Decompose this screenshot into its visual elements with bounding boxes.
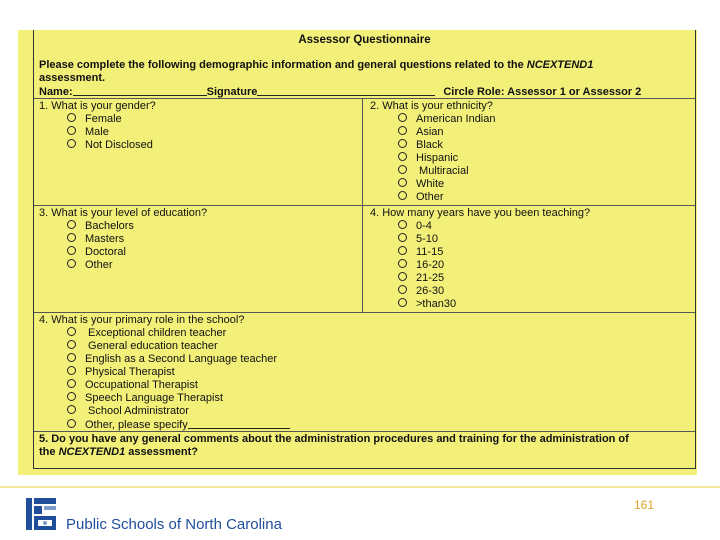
radio-icon[interactable]	[67, 419, 76, 428]
form-title: Assessor Questionnaire	[298, 34, 431, 46]
divider	[34, 431, 695, 432]
radio-icon[interactable]	[398, 126, 407, 135]
q2-option[interactable]: White	[398, 178, 444, 191]
q4-option[interactable]: >than30	[398, 298, 456, 311]
q3-option[interactable]: Other	[67, 259, 113, 272]
radio-icon[interactable]	[67, 126, 76, 135]
q1-option-female[interactable]: Female	[67, 113, 122, 126]
q5-emphasis: NCEXTEND1	[58, 446, 126, 458]
q4-option[interactable]: 16-20	[398, 259, 444, 272]
q5-label: 5. Do you have any general comments about the administration procedures and training for the administration of	[39, 433, 629, 445]
q4-option[interactable]: 5-10	[398, 233, 438, 246]
radio-icon[interactable]	[398, 272, 407, 281]
radio-icon[interactable]	[398, 259, 407, 268]
radio-icon[interactable]	[67, 392, 76, 401]
other-specify-field[interactable]	[188, 418, 290, 429]
q3-option[interactable]: Masters	[67, 233, 124, 246]
radio-icon[interactable]	[67, 220, 76, 229]
radio-icon[interactable]	[398, 285, 407, 294]
q4b-label: 4. What is your primary role in the school?	[39, 314, 245, 326]
ncdpi-logo-icon	[24, 496, 58, 532]
q4-option[interactable]: 21-25	[398, 272, 444, 285]
q4-label: 4. How many years have you been teaching?	[370, 207, 591, 219]
q2-option[interactable]: Black	[398, 139, 443, 152]
circle-role: Circle Role: Assessor 1 or Assessor 2	[443, 86, 642, 98]
divider	[34, 205, 695, 206]
radio-icon[interactable]	[67, 327, 76, 336]
radio-icon[interactable]	[398, 165, 407, 174]
intro-emphasis: NCEXTEND1	[526, 59, 594, 71]
q4b-option-other[interactable]: Other, please specify	[67, 418, 290, 432]
radio-icon[interactable]	[67, 259, 76, 268]
q4b-option[interactable]: Speech Language Therapist	[67, 392, 223, 405]
radio-icon[interactable]	[67, 353, 76, 362]
q4b-option[interactable]: General education teacher	[67, 340, 218, 353]
organization-name: Public Schools of North Carolina	[66, 516, 282, 533]
q2-option[interactable]: American Indian	[398, 113, 496, 126]
q4-option[interactable]: 26-30	[398, 285, 444, 298]
radio-icon[interactable]	[67, 366, 76, 375]
radio-icon[interactable]	[398, 191, 407, 200]
q4-option[interactable]: 11-15	[398, 246, 443, 259]
q4b-option[interactable]: Physical Therapist	[67, 366, 175, 379]
radio-icon[interactable]	[67, 379, 76, 388]
signature-field[interactable]	[257, 85, 435, 96]
questionnaire-form	[33, 30, 696, 469]
radio-icon[interactable]	[398, 178, 407, 187]
q3-option[interactable]: Doctoral	[67, 246, 126, 259]
footer-rule	[0, 486, 720, 488]
radio-icon[interactable]	[398, 233, 407, 242]
radio-icon[interactable]	[67, 405, 76, 414]
radio-icon[interactable]	[398, 139, 407, 148]
radio-icon[interactable]	[398, 298, 407, 307]
q2-option[interactable]: Other	[398, 191, 444, 204]
divider	[34, 312, 695, 313]
divider	[34, 98, 695, 99]
q5-label-cont: the NCEXTEND1 assessment?	[39, 446, 198, 458]
q2-label: 2. What is your ethnicity?	[370, 100, 493, 112]
intro-text: Please complete the following demographic information and general questions related to the NCEXTEND1	[39, 59, 594, 71]
radio-icon[interactable]	[398, 246, 407, 255]
q4b-option[interactable]: Exceptional children teacher	[67, 327, 226, 340]
radio-icon[interactable]	[398, 220, 407, 229]
intro-text-cont: assessment.	[39, 72, 106, 84]
q4b-option[interactable]: Occupational Therapist	[67, 379, 198, 392]
radio-icon[interactable]	[67, 113, 76, 122]
q3-option[interactable]: Bachelors	[67, 220, 134, 233]
radio-icon[interactable]	[398, 113, 407, 122]
q4b-option[interactable]: School Administrator	[67, 405, 189, 418]
radio-icon[interactable]	[67, 246, 76, 255]
name-signature-row	[39, 85, 641, 99]
name-label: Name:	[39, 86, 73, 98]
q2-option[interactable]: Hispanic	[398, 152, 458, 165]
q4b-option[interactable]: English as a Second Language teacher	[67, 353, 277, 366]
q2-option[interactable]: Asian	[398, 126, 444, 139]
radio-icon[interactable]	[67, 139, 76, 148]
name-field[interactable]	[73, 85, 207, 96]
radio-icon[interactable]	[67, 233, 76, 242]
q4-option[interactable]: 0-4	[398, 220, 432, 233]
page-number: 161	[634, 498, 655, 512]
q3-label: 3. What is your level of education?	[39, 207, 208, 219]
q1-option-not-disclosed[interactable]: Not Disclosed	[67, 139, 153, 152]
q1-option-male[interactable]: Male	[67, 126, 109, 139]
q2-option[interactable]: Multiracial	[398, 165, 469, 178]
signature-label: Signature	[206, 86, 258, 98]
q1-label: 1. What is your gender?	[39, 100, 156, 112]
radio-icon[interactable]	[67, 340, 76, 349]
radio-icon[interactable]	[398, 152, 407, 161]
